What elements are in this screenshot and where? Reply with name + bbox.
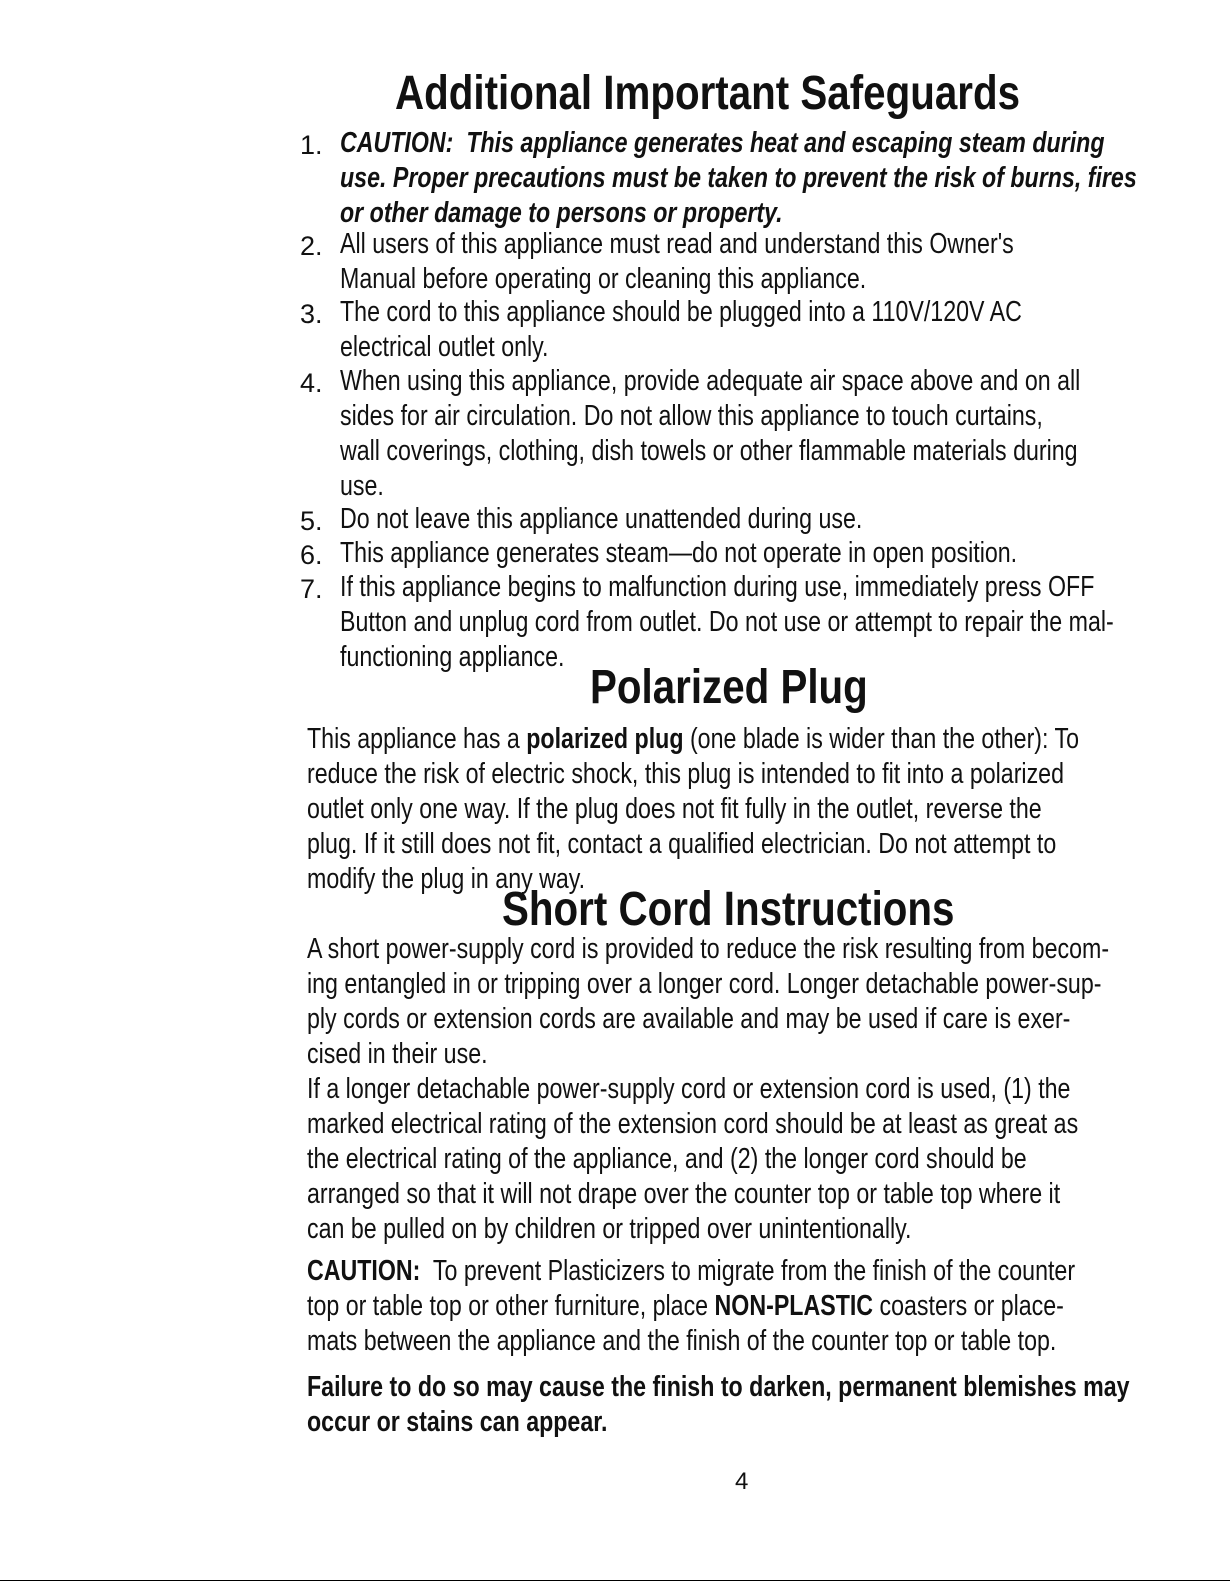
caution-label: CAUTION: [340, 127, 454, 159]
bottom-rule [0, 1580, 1230, 1581]
caution-label: CAUTION: [307, 1255, 421, 1287]
item-number: 1. [300, 130, 323, 160]
safeguard-item-6: This appliance generates steam—do not operate in open position. [340, 537, 1018, 569]
page-number: 4 [735, 1468, 749, 1495]
caution-paragraph: CAUTION: To prevent Plasticizers to migrate from the finish of the counter top or table top or other furniture, place NON-PLASTIC coasters or place- mats between the appliance and the finish of the counter top or table top. [307, 1255, 1076, 1357]
short-cord-paragraph-2: If a longer detachable power-supply cord or extension cord is used, (1) the marked electrical rating of the extension cord should be at least as great as the electrical rating of the appliance, and (2) the longer cord should be arranged so that it will not drape over the counter top or table top where it can be pulled on by children or tripped over unintentionally. [307, 1073, 1079, 1245]
safeguard-item-1: CAUTION: This appliance generates heat and escaping steam during use. Proper precautions must be taken to prevent the risk of burns, fires or other damage to persons or property. [340, 127, 1137, 229]
safeguard-item-2: All users of this appliance must read and understand this Owner's Manual before operating or cleaning this appliance. [340, 228, 1014, 295]
polarized-plug-text: This appliance has a polarized plug (one blade is wider than the other): To reduce the risk of electric shock, this plug is intended to fit into a polarized outlet only one way. If the plug does not fit fully in the outlet, reverse the plug. If it still does not fit, contact a qualified electrician. Do not attempt to modify the plug in any way. [307, 723, 1080, 895]
item-number: 4. [300, 368, 323, 398]
safeguard-item-3: The cord to this appliance should be plugged into a 110V/120V AC electrical outlet only. [340, 296, 1022, 363]
short-cord-paragraph-1: A short power-supply cord is provided to reduce the risk resulting from becom- ing entangled in or tripping over a longer cord. Longer detachable power-sup- ply cords or extension cords are available and may be used if care is exer- cised in their use. [307, 933, 1110, 1070]
safeguard-item-5: Do not leave this appliance unattended during use. [340, 503, 863, 535]
failure-warning: Failure to do so may cause the finish to darken, permanent blemishes may occur or stains can appear. [307, 1371, 1130, 1438]
non-plastic-emphasis: NON-PLASTIC [714, 1290, 874, 1322]
item-number: 2. [300, 231, 323, 261]
safeguards-title: Additional Important Safeguards [395, 67, 1020, 120]
item-number: 3. [300, 299, 323, 329]
polarized-plug-title: Polarized Plug [590, 661, 868, 714]
safeguard-item-4: When using this appliance, provide adequate air space above and on all sides for air circulation. Do not allow this appliance to touch curtains, wall coverings, clothing, dish towels or other flammable materials during use. [340, 365, 1081, 502]
item-number: 7. [300, 574, 323, 604]
item-number: 6. [300, 540, 323, 570]
safeguard-item-7: If this appliance begins to malfunction during use, immediately press OFF Button and unplug cord from outlet. Do not use or attempt to repair the mal- functioning appliance. [340, 571, 1114, 673]
polarized-plug-emphasis: polarized plug [526, 723, 684, 755]
item-number: 5. [300, 506, 323, 536]
short-cord-title: Short Cord Instructions [502, 883, 955, 936]
